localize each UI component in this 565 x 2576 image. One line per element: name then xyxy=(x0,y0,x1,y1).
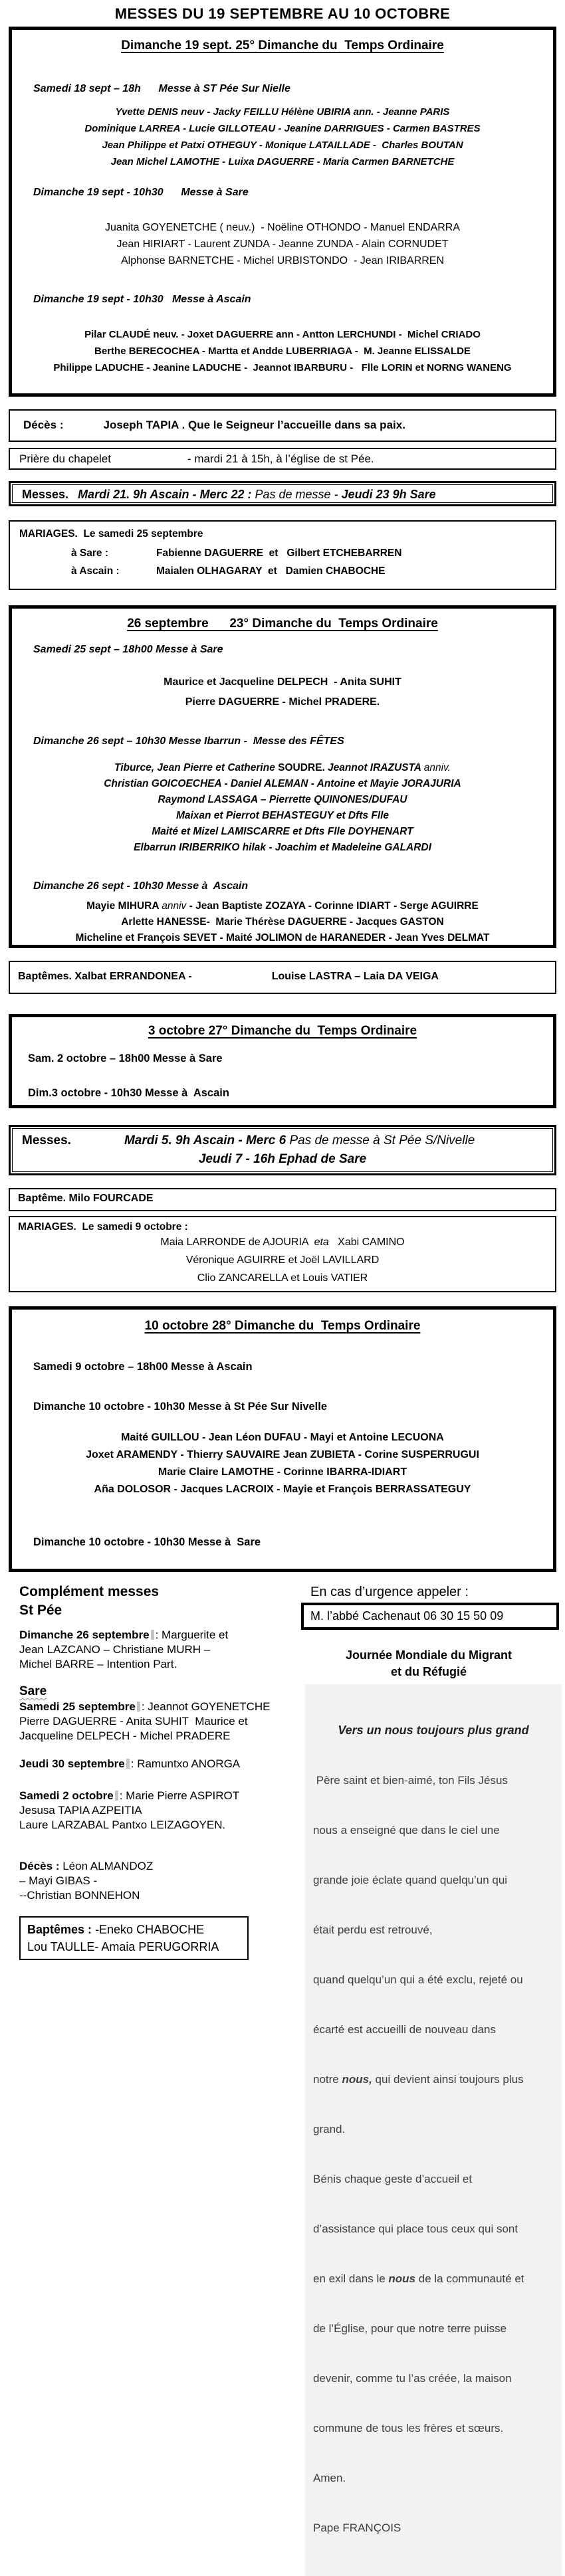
deces-text: Joseph TAPIA . Que le Seigneur l’accueille dans sa paix. xyxy=(103,419,405,431)
mariage-line: Véronique AGUIRRE et Joël LAVILLARD xyxy=(185,1254,380,1266)
names-line: Marie Claire LAMOTHE - Corinne IBARRA-IDIART xyxy=(158,1466,407,1478)
mariages-label: MARIAGES. Le samedi 9 octobre : xyxy=(18,1221,188,1233)
names-group-ascain xyxy=(19,898,546,946)
names-line: Jean Michel LAMOTHE - Luixa DAGUERRE - Maria Carmen BARNETCHE xyxy=(110,156,455,167)
intentions-line: Michel BARRE – Intention Part. xyxy=(19,1658,177,1670)
names-group-ascain xyxy=(19,326,546,376)
names-line: Jean Philippe et Patxi OTHEGUY - Monique LATAILLADE - Charles BOUTAN xyxy=(102,140,463,151)
complement-column xyxy=(9,1584,294,1960)
urgence-column xyxy=(296,1584,562,2576)
baptemes-label: Baptêmes. Xalbat ERRANDONEA - xyxy=(18,971,192,982)
messes-note: Pas de messe à St Pée S/Nivelle xyxy=(289,1134,475,1147)
mariage-place: à Ascain : xyxy=(71,565,120,577)
prayer-line: Amen. xyxy=(313,2472,346,2484)
prayer-line: devenir, comme tu l’as créée, la maison xyxy=(313,2372,512,2385)
urgence-heading: En cas d’urgence appeler : xyxy=(310,1585,469,1599)
names-line: Alphonse BARNETCHE - Michel URBISTONDO - Jean IRIBARREN xyxy=(120,255,445,266)
chapelet-text: - mardi 21 à 15h, à l’église de st Pée. xyxy=(187,452,374,465)
deces-line: --Christian BONNEHON xyxy=(19,1889,140,1902)
mariage-part: Xabi CAMINO xyxy=(328,1237,405,1248)
names-line: Christian GOICOECHEA - Daniel ALEMAN - Antoine et Mayie JORAJURIA xyxy=(104,778,461,789)
prayer-line: Pape FRANÇOIS xyxy=(313,2522,401,2534)
baptemes-names: Louise LASTRA – Laia DA VEIGA xyxy=(271,971,439,982)
names-line: Berthe BERECOCHEA - Martta et Andde LUBERRIAGA - M. Jeanne ELISSALDE xyxy=(94,346,471,357)
names-part: anniv xyxy=(162,900,187,912)
intentions-line: Laure LARZABAL Pantxo LEIZAGOYEN. xyxy=(19,1819,226,1831)
complement-subtitle-sare: Sare xyxy=(19,1684,47,1698)
names-line: Maité GUILLOU - Jean Léon DUFAU - Mayi et Antoine LECUONA xyxy=(121,1432,444,1443)
names-line-mixed xyxy=(19,898,546,914)
prayer-part: en exil dans le xyxy=(313,2272,389,2285)
names-line: Micheline et François SEVET - Maité JOLIMON de HARANEDER - Jean Yves DELMAT xyxy=(75,932,490,943)
mariages-label: MARIAGES. Le samedi 25 septembre xyxy=(19,528,203,540)
bapteme-milo-box xyxy=(9,1188,556,1211)
prayer-part: de la communauté et xyxy=(415,2272,524,2285)
prayer-emphasis: nous, xyxy=(342,2073,372,2086)
messes-jeudi: Jeudi 23 9h Sare xyxy=(341,488,436,501)
names-line: Juanita GOYENETCHE ( neuv.) - Noëline OTHONDO - Manuel ENDARRA xyxy=(104,222,461,233)
complement-title: Complément messes xyxy=(19,1584,160,1599)
names-line: Pierre DAGUERRE - Michel PRADERE. xyxy=(185,696,380,708)
section-3oct-header: 3 octobre 27° Dimanche du Temps Ordinaire xyxy=(148,1024,417,1038)
prayer-block xyxy=(305,1684,562,2576)
date-label: Samedi 25 septembre xyxy=(19,1700,136,1713)
section-26-septembre xyxy=(9,605,556,948)
prayer-line: commune de tous les frères et sœurs. xyxy=(313,2422,504,2434)
baptemes-line: Lou TAULLE- Amaia PERUGORRIA xyxy=(27,1940,219,1953)
names-line: Raymond LASSAGA – Pierrette QUINONES/DUFAU xyxy=(158,794,407,805)
names-part: SOUDRE. xyxy=(278,762,325,773)
deces-line: – Mayi GIBAS - xyxy=(19,1874,98,1887)
names-line: Maixan et Pierrot BEHASTEGUY et Dfts Flle xyxy=(175,810,390,821)
names-part: Tiburce, Jean Pierre et Catherine xyxy=(114,762,279,773)
names-part: Mayie MIHURA xyxy=(86,900,162,912)
names-group-sare xyxy=(19,219,546,269)
prayer-line: grand. xyxy=(313,2123,346,2135)
mariage-names: Maialen OLHAGARAY et Damien CHABOCHE xyxy=(156,565,386,577)
mass-line-dimanche-sare: Dimanche 19 sept - 10h30 Messe à Sare xyxy=(33,187,249,198)
deces-label: Décès : xyxy=(23,419,64,431)
intentions: : Ramuntxo ANORGA xyxy=(130,1757,241,1770)
mass-line-dim-10oct-stpee: Dimanche 10 octobre - 10h30 Messe à St Pée Sur Nivelle xyxy=(33,1401,328,1413)
section-10-octobre xyxy=(9,1306,556,1572)
mariage-part: eta xyxy=(314,1237,329,1248)
mass-line-ibarrun: Dimanche 26 sept – 10h30 Messe Ibarrun - Messe des FÊTES xyxy=(33,736,344,747)
mass-line-samedi-9oct: Samedi 9 octobre – 18h00 Messe à Ascain xyxy=(33,1361,253,1373)
section-header-row xyxy=(19,617,546,631)
names-line: Joxet ARAMENDY - Thierry SAUVAIRE Jean ZUBIETA - Corine SUSPERRUGUI xyxy=(86,1449,479,1460)
prayer-line: nous a enseigné que dans le ciel une xyxy=(313,1824,500,1836)
messes-line1 xyxy=(22,1133,543,1149)
names-group-ibarrun xyxy=(19,760,546,856)
complement-p3 xyxy=(19,1757,294,1771)
names-line: Jean HIRIART - Laurent ZUNDA - Jeanne ZUNDA - Alain CORNUDET xyxy=(116,239,449,250)
mass-line-dimanche-ascain: Dimanche 19 sept - 10h30 Messe à Ascain xyxy=(33,294,251,305)
prayer-line-mixed xyxy=(313,2071,554,2088)
mariage-row-sare xyxy=(71,544,546,562)
mass-line-dimanche-ascain: Dimanche 26 sept - 10h30 Messe à Ascain xyxy=(33,880,249,892)
prayer-part: qui devient ainsi toujours plus xyxy=(372,2073,524,2086)
mass-line-dim-3oct: Dim.3 octobre - 10h30 Messe à Ascain xyxy=(28,1087,229,1099)
mariage-names: Fabienne DAGUERRE et Gilbert ETCHEBARREN xyxy=(156,547,402,559)
intentions: : Marie Pierre ASPIROT xyxy=(119,1789,240,1802)
prayer-line-mixed xyxy=(313,2270,554,2287)
names-line: Aña DOLOSOR - Jacques LACROIX - Mayie et François BERRASSATEGUY xyxy=(94,1484,471,1495)
names-line: Elbarrun IRIBERRIKO hilak - Joachim et Madeleine GALARDI xyxy=(134,842,431,853)
prayer-line: Père saint et bien-aimé, ton Fils Jésus xyxy=(313,1774,508,1787)
mass-line-samedi-18: Samedi 18 sept – 18h Messe à ST Pée Sur Nielle xyxy=(33,83,290,94)
date-label: Dimanche 26 septembre xyxy=(19,1629,150,1641)
mass-line-samedi-2oct: Sam. 2 octobre – 18h00 Messe à Sare xyxy=(28,1052,223,1064)
intentions-line: Jacqueline DELPECH - Michel PRADERE xyxy=(19,1730,231,1742)
prayer-line: Bénis chaque geste d’accueil et xyxy=(313,2173,473,2185)
mariages-9oct-box xyxy=(9,1216,556,1292)
date-label: Samedi 2 octobre xyxy=(19,1789,114,1802)
prayer-line: était perdu est retrouvé, xyxy=(313,1924,433,1936)
section-26-header: 26 septembre 23° Dimanche du Temps Ordinaire xyxy=(127,617,438,631)
revision-mark xyxy=(137,1702,140,1712)
mariages-25sept-box xyxy=(9,520,556,590)
baptemes-label: Baptêmes : xyxy=(27,1923,92,1936)
baptemes-bottom-box xyxy=(19,1916,249,1960)
names-line: Arlette HANESSE- Marie Thérèse DAGUERRE - Jacques GASTON xyxy=(121,916,444,928)
messes-line2: Jeudi 7 - 16h Ephad de Sare xyxy=(198,1152,367,1166)
deces-name: Léon ALMANDOZ xyxy=(59,1860,154,1872)
chapelet-box xyxy=(9,448,556,470)
deces-box xyxy=(9,409,556,442)
bulletin-title: MESSES DU 19 SEPTEMBRE AU 10 OCTOBRE xyxy=(114,5,451,22)
mariage-place: à Sare : xyxy=(71,547,109,559)
names-line-mixed xyxy=(19,760,546,776)
names-group-sare xyxy=(19,672,546,712)
prayer-line: écarté est accueilli de nouveau dans xyxy=(313,2023,497,2036)
revision-mark xyxy=(126,1759,130,1769)
intentions: : Marguerite et xyxy=(155,1629,229,1641)
bapteme-text: Baptême. Milo FOURCADE xyxy=(18,1193,154,1204)
date-label: Jeudi 30 septembre xyxy=(19,1757,125,1770)
messes-days: Mardi 21. 9h Ascain - Merc 22 : xyxy=(78,488,252,501)
names-line: Pilar CLAUDÉ neuv. - Joxet DAGUERRE ann - Antton LERCHUNDI - Michel CRIADO xyxy=(84,329,481,340)
prayer-line: grande joie éclate quand quelqu’un qui xyxy=(313,1874,508,1886)
messes-semaine-box xyxy=(9,481,556,506)
names-line: Dominique LARREA - Lucie GILLOTEAU - Jeanine DARRIGUES - Carmen BASTRES xyxy=(84,123,481,134)
names-line: Maurice et Jacqueline DELPECH - Anita SUHIT xyxy=(164,676,401,688)
revision-mark xyxy=(115,1791,118,1801)
section-19-header: Dimanche 19 sept. 25° Dimanche du Temps Ordinaire xyxy=(121,39,444,52)
complement-subtitle-stpee: St Pée xyxy=(19,1603,62,1618)
names-part: - Jean Baptiste ZOZAYA - Corinne IDIART - Serge AGUIRRE xyxy=(186,900,479,912)
revision-mark xyxy=(151,1630,154,1640)
chapelet-label: Prière du chapelet xyxy=(19,452,111,465)
names-group-stpee xyxy=(19,1429,546,1498)
intentions-line: Jean LAZCANO – Christiane MURH – xyxy=(19,1643,211,1656)
section-19-septembre xyxy=(9,27,556,397)
messes-days: Mardi 5. 9h Ascain - Merc 6 xyxy=(124,1134,290,1147)
mariage-line-mixed xyxy=(18,1233,547,1251)
prayer-title: Vers un nous toujours plus grand xyxy=(338,1724,529,1737)
mariage-part: Maia LARRONDE de AJOURIA xyxy=(160,1237,314,1248)
prayer-part: notre xyxy=(313,2073,342,2086)
baptemes-name: -Eneko CHABOCHE xyxy=(92,1923,205,1936)
messes-label: Messes. xyxy=(22,488,69,501)
intentions-line: Jesusa TAPIA AZPEITIA xyxy=(19,1804,142,1817)
names-line: Yvette DENIS neuv - Jacky FEILLU Hélène UBIRIA ann. - Jeanne PARIS xyxy=(115,106,450,118)
section-header-row xyxy=(19,1024,546,1039)
mass-line-dim-10oct-sare: Dimanche 10 octobre - 10h30 Messe à Sare xyxy=(33,1536,261,1548)
messes-note: Pas de messe - xyxy=(255,488,338,501)
names-part: Jeannot IRAZUSTA xyxy=(324,762,424,773)
urgence-phone-box: M. l’abbé Cachenaut 06 30 15 50 09 xyxy=(301,1603,559,1630)
complement-p4 xyxy=(19,1789,294,1833)
baptemes-box xyxy=(9,961,556,994)
names-group-stpee xyxy=(19,104,546,170)
messes-label: Messes. xyxy=(22,1134,71,1147)
intentions-line: Pierre DAGUERRE - Anita SUHIT Maurice et xyxy=(19,1715,248,1728)
journee-mondiale-heading xyxy=(296,1647,562,1680)
prayer-line: d’assistance qui place tous ceux qui sont xyxy=(313,2223,518,2235)
complement-p1 xyxy=(19,1628,294,1672)
intentions: : Jeannot GOYENETCHE xyxy=(141,1700,271,1713)
section-3-octobre xyxy=(9,1014,556,1108)
complement-deces xyxy=(19,1859,294,1903)
complement-p2 xyxy=(19,1700,294,1743)
mass-line-samedi-25: Samedi 25 sept – 18h00 Messe à Sare xyxy=(33,644,223,655)
mariage-line: Clio ZANCARELLA et Louis VATIER xyxy=(197,1272,368,1284)
prayer-emphasis: nous xyxy=(388,2272,416,2285)
section-10oct-header: 10 octobre 28° Dimanche du Temps Ordinaire xyxy=(144,1319,421,1333)
names-line: Maité et Mizel LAMISCARRE et Dfts Flle DOYHENART xyxy=(152,826,413,837)
messes-semaine2-box xyxy=(9,1125,556,1175)
messes-semaine-inner xyxy=(12,484,553,503)
journee-line2: et du Réfugié xyxy=(390,1665,467,1678)
section-header-row xyxy=(19,1319,546,1334)
prayer-line: de l’Église, pour que notre terre puisse xyxy=(313,2322,507,2335)
names-line: Philippe LADUCHE - Jeanine LADUCHE - Jeannot IBARBURU - Flle LORIN et NORNG WANENG xyxy=(53,362,512,373)
mariage-row-ascain xyxy=(71,562,546,580)
section-header-row xyxy=(19,39,546,53)
deces-label: Décès : xyxy=(19,1860,60,1872)
journee-line1: Journée Mondiale du Migrant xyxy=(345,1648,512,1662)
prayer-line: quand quelqu’un qui a été exclu, rejeté ou xyxy=(313,1973,523,1986)
messes-semaine2-inner xyxy=(12,1128,553,1172)
names-part: anniv. xyxy=(423,762,451,773)
